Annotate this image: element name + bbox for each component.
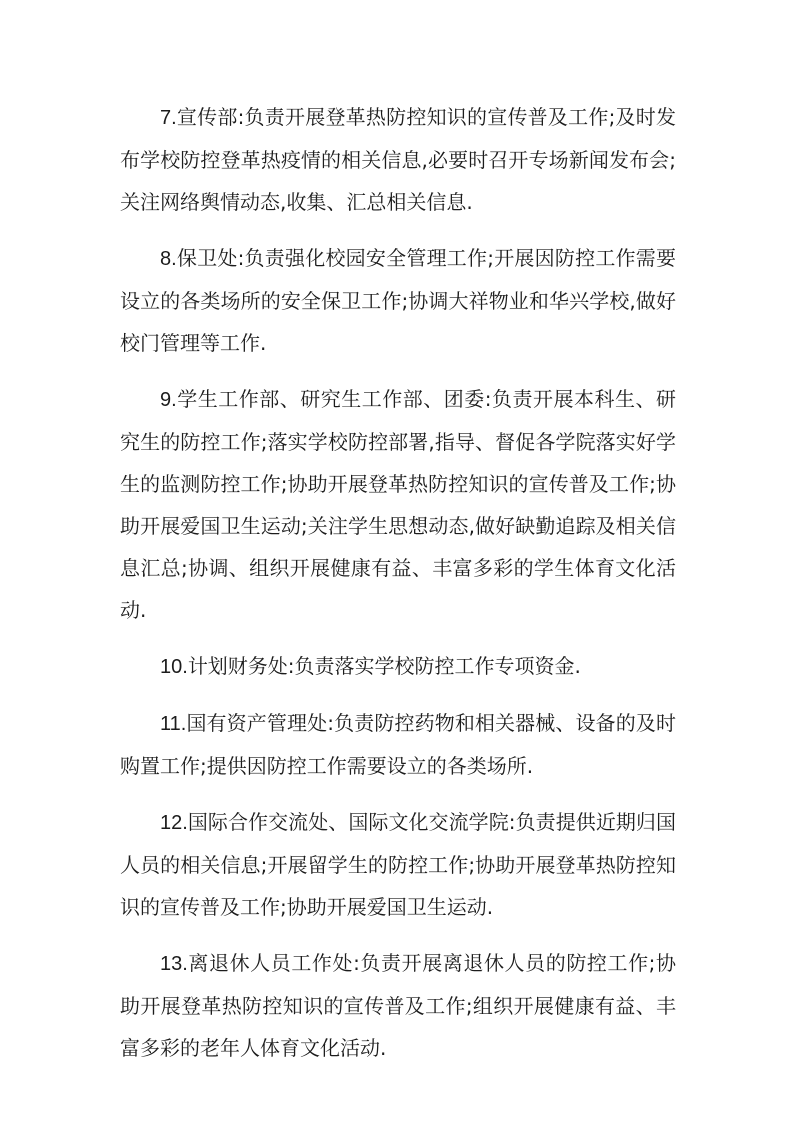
paragraph-number: 7. (160, 107, 177, 129)
paragraph-text: 学生工作部、研究生工作部、团委:负责开展本科生、研究生的防控工作;落实学校防控部署,指导、督促各学院落实好学生的监测防控工作;协助开展登革热防控知识的宣传普及工作;协助开展爱国卫生运动;关注学生思想动态,做好缺勤追踪及相关信息汇总;协调、组织开展健康有益、丰富多彩的学生体育文化活动. (120, 387, 676, 622)
paragraph-number: 9. (160, 389, 177, 411)
paragraph-text: 离退休人员工作处:负责开展离退休人员的防控工作;协助开展登革热防控知识的宣传普及工作;组织开展健康有益、丰富多彩的老年人体育文化活动. (120, 951, 676, 1060)
paragraph-text: 宣传部:负责开展登革热防控知识的宣传普及工作;及时发布学校防控登革热疫情的相关信息,必要时召开专场新闻发布会;关注网络舆情动态,收集、汇总相关信息. (120, 105, 676, 214)
paragraph-number: 11. (160, 713, 187, 735)
paragraph-number: 8. (160, 248, 177, 270)
paragraph-number: 10. (160, 656, 188, 678)
paragraph-item-9 (120, 378, 676, 631)
paragraph-item-10 (120, 645, 676, 688)
paragraph-text: 国有资产管理处:负责防控药物和相关器械、设备的及时购置工作;提供因防控工作需要设立的各类场所. (120, 711, 676, 778)
paragraph-item-12 (120, 801, 676, 928)
paragraph-text: 国际合作交流处、国际文化交流学院:负责提供近期归国人员的相关信息;开展留学生的防控工作;协助开展登革热防控知识的宣传普及工作;协助开展爱国卫生运动. (120, 810, 676, 919)
paragraph-item-8 (120, 237, 676, 364)
paragraph-item-11 (120, 702, 676, 787)
paragraph-number: 13. (160, 953, 188, 975)
paragraph-item-13 (120, 942, 676, 1069)
paragraph-text: 保卫处:负责强化校园安全管理工作;开展因防控工作需要设立的各类场所的安全保卫工作;协调大祥物业和华兴学校,做好校门管理等工作. (120, 246, 676, 355)
paragraph-text: 计划财务处:负责落实学校防控工作专项资金. (187, 654, 581, 678)
paragraph-number: 12. (160, 812, 188, 834)
document-body (120, 96, 676, 1083)
paragraph-item-7 (120, 96, 676, 223)
